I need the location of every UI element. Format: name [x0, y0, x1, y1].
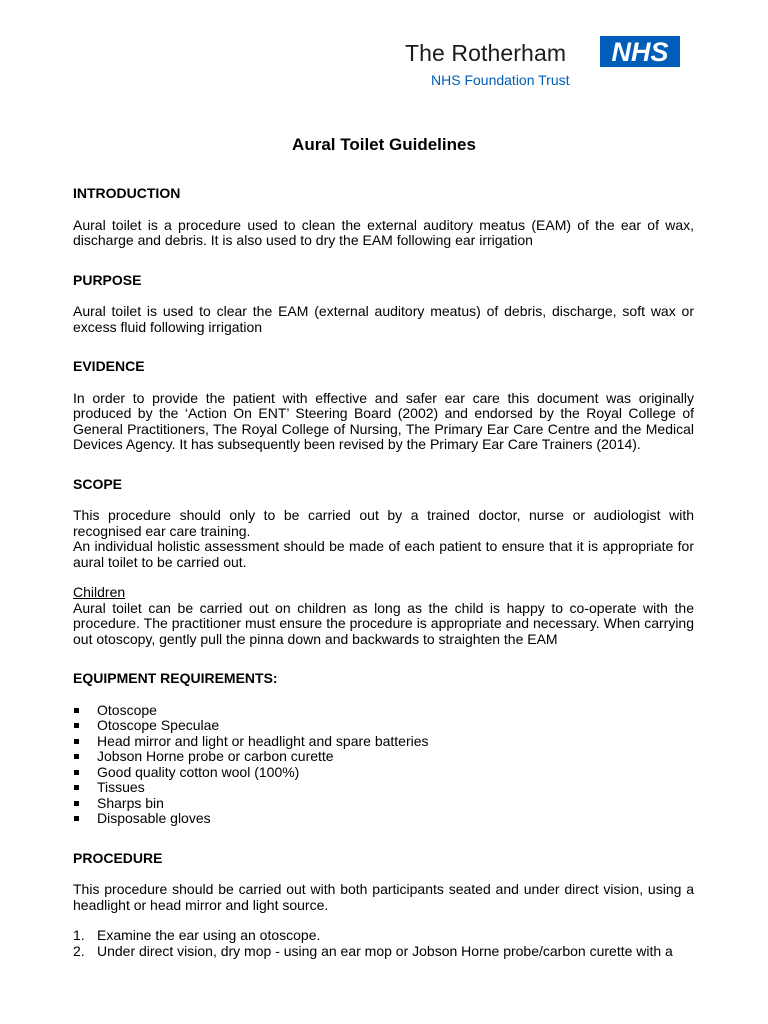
step-number: 2. — [73, 942, 85, 959]
list-item — [73, 718, 694, 734]
equipment-heading: EQUIPMENT REQUIREMENTS: — [73, 670, 278, 686]
equipment-item: Disposable gloves — [97, 810, 211, 826]
procedure-text: This procedure should be carried out with both participants seated and under direct vision, using a headlight or head mirror and light source. — [73, 881, 694, 913]
purpose-heading: PURPOSE — [73, 271, 142, 288]
list-item — [73, 749, 694, 765]
introduction-heading: INTRODUCTION — [73, 185, 181, 201]
document-title: Aural Toilet Guidelines — [292, 135, 476, 154]
step-text: Under direct vision, dry mop - using an ear mop or Jobson Horne probe/carbon curette with a — [97, 942, 673, 959]
list-item — [73, 796, 694, 812]
children-text: Aural toilet can be carried out on children as long as the child is happy to co-operate with the procedure. The practitioner must ensure the procedure is appropriate and necessary. When carrying out otoscopy, gently pull the pinna down and backwards to straighten the EAM — [73, 599, 694, 647]
children-subheading: Children — [73, 584, 126, 600]
equipment-item: Good quality cotton wool (100%) — [97, 763, 300, 780]
list-item — [73, 765, 694, 781]
evidence-heading: EVIDENCE — [73, 358, 145, 374]
equipment-item: Otoscope Speculae — [97, 717, 220, 733]
bullet-icon — [74, 785, 79, 790]
scope-text-1: This procedure should only to be carried out by a trained doctor, nurse or audiologist with recognised ear care training. — [73, 507, 694, 539]
bullet-icon — [74, 723, 79, 728]
bullet-icon — [74, 770, 79, 775]
list-item — [73, 780, 694, 796]
document-body — [73, 186, 694, 959]
step-text: Examine the ear using an otoscope. — [97, 927, 321, 943]
purpose-text: Aural toilet is used to clear the EAM (external auditory meatus) of debris, discharge, soft wax or excess fluid following irrigation — [73, 303, 694, 335]
equipment-item: Otoscope — [97, 701, 157, 718]
bullet-icon — [74, 801, 79, 806]
logo-org-sub: NHS Foundation Trust — [431, 72, 570, 88]
bullet-icon — [74, 739, 79, 744]
step-number: 1. — [73, 927, 85, 943]
nhs-logo-icon — [600, 36, 680, 67]
list-item — [73, 811, 694, 827]
list-item — [73, 734, 694, 750]
bullet-icon — [74, 816, 79, 821]
introduction-text: Aural toilet is a procedure used to clean the external auditory meatus (EAM) of the ear of wax, discharge and debris. It is also used to dry the EAM following ear irrigation — [73, 216, 694, 248]
trust-logo — [405, 36, 680, 92]
equipment-item: Jobson Horne probe or carbon curette — [97, 748, 334, 764]
list-item — [73, 944, 694, 960]
equipment-list — [73, 703, 694, 827]
procedure-steps — [73, 928, 694, 959]
bullet-icon — [74, 754, 79, 759]
evidence-text: In order to provide the patient with effective and safer ear care this document was originally produced by the ‘Action On ENT’ Steering Board (2002) and endorsed by the Royal College of General Practitioners, The Royal College of Nursing, The Primary Ear Care Centre and the Medical Devices Agency. It has subsequently been revised by the Primary Ear Care Trainers (2014). — [73, 389, 694, 452]
list-item — [73, 703, 694, 719]
scope-text-2: An individual holistic assessment should be made of each patient to ensure that it is appropriate for aural toilet to be carried out. — [73, 538, 694, 570]
equipment-item: Tissues — [97, 779, 145, 795]
equipment-item: Head mirror and light or headlight and spare batteries — [97, 732, 429, 749]
scope-heading: SCOPE — [73, 475, 123, 492]
logo-org-name: The Rotherham — [405, 40, 567, 66]
list-item — [73, 928, 694, 944]
bullet-icon — [74, 708, 79, 713]
equipment-item: Sharps bin — [97, 794, 164, 811]
procedure-heading: PROCEDURE — [73, 849, 163, 866]
nhs-logo-text: NHS — [611, 37, 669, 67]
